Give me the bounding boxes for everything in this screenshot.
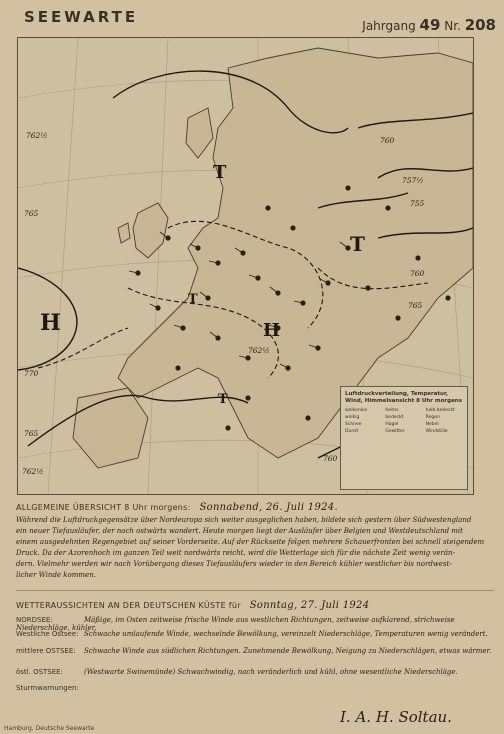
high-pressure-label: H [40, 310, 61, 336]
low-pressure-label: T [213, 162, 227, 183]
weather-map [17, 37, 474, 495]
signature: I. A. H. Soltau. [340, 708, 452, 726]
forecast-region-label: mittlere OSTSEE: [16, 647, 76, 655]
legend-item: Windstille [425, 429, 448, 434]
publisher-footer: Hamburg, Deutsche Seewarte [4, 725, 95, 732]
forecast-region-text: Schwache Winde aus südlichen Richtungen. Zunehmende Bewölkung, Neigung zu Niederschlägen, etwas wärmer. [84, 647, 492, 655]
legend-item: Hagel [385, 422, 399, 427]
legend-item: Gewitter [385, 429, 405, 434]
isobar-label: 765 [408, 301, 423, 310]
section-divider [16, 590, 494, 591]
forecast-region-text: (Westwarte Swinemünde) Schwachwindig, nach veränderlich und kühl, ohne wesentliche Niederschläge. [84, 668, 458, 676]
isobar-label: 757½ [402, 176, 424, 185]
high-pressure-label: H [263, 320, 281, 341]
low-pressure-label: T [188, 292, 198, 307]
legend-item: wolkig [345, 415, 360, 420]
nr-label: Nr. [444, 19, 461, 33]
overview-line: ein neuer Tiefausläufer, der nach ostwärts wandert. Heute morgen liegt der Ausläufer über Belgien und Westdeutschland mit [16, 527, 463, 535]
overview-heading [16, 502, 338, 513]
overview-line: dern. Vielmehr werden wir nach Vorübergang dieses Tiefausläufers wieder in den Bereich kühler westlicher bis nordwest- [16, 560, 452, 568]
legend-item: wolkenlos [345, 408, 368, 413]
forecast-region-text: Mäßige, im Osten zeitweise frische Winde aus westlichen Richtungen, zeitweise aufklarend, strichweise Niederschläge, kühler. [16, 616, 455, 632]
legend-item: Nebel [425, 422, 439, 427]
legend-item: Schnee [345, 422, 362, 427]
nr-value: 208 [464, 16, 496, 34]
legend-item: heiter [385, 408, 399, 413]
legend-item: Dunst [345, 429, 359, 434]
legend-title: Luftdruckverteilung, Temperatur, Wind, Himmelsansicht 8 Uhr morgens [345, 391, 462, 404]
forecast-region-label: östl. OSTSEE: [16, 668, 63, 676]
overview-line: einem ausgedehnten Regengebiet auf seiner Vorderseite. Auf der Rückseite folgen mehrere Schauerfronten bei schnell steigendem [16, 538, 485, 546]
overview-line: Druck. Da der Azorenhoch im ganzen Teil weit nordwärts reicht, wird die Wetterlage sich für die nächste Zeit wenig verän- [16, 549, 455, 557]
forecast-row-mittlere-ostsee [16, 647, 494, 655]
forecast-region-text: Schwache umlaufende Winde, wechselnde Bewölkung, vereinzelt Niederschläge, Temperaturen wenig verändert. [84, 630, 488, 638]
isobar-label: 770 [24, 369, 39, 378]
isobar-label: 762½ [248, 346, 270, 355]
forecast-heading [16, 600, 369, 611]
legend-items [345, 408, 463, 434]
isobar-label: 765 [24, 209, 39, 218]
isobar-label: 760 [380, 136, 395, 145]
legend-item: Regen [425, 415, 440, 420]
overview-date: Sonnabend, 26. Juli 1924. [199, 502, 338, 513]
overview-label: ALLGEMEINE ÜBERSICHT 8 Uhr morgens: [16, 503, 191, 512]
forecast-label: WETTERAUSSICHTEN AN DER DEUTSCHEN KÜSTE für [16, 601, 241, 610]
forecast-row-westliche-ostsee [16, 630, 494, 638]
publication-title: SEEWARTE [24, 8, 139, 26]
legend-item: bedeckt [385, 415, 404, 420]
low-pressure-label: T [218, 392, 228, 407]
forecast-region-label: NORDSEE: [16, 616, 53, 624]
forecast-date: Sonntag, 27. Juli 1924 [249, 600, 370, 611]
issue-number [362, 16, 496, 34]
forecast-region-label: Westliche Ostsee: [16, 630, 79, 638]
jahrgang-label: Jahrgang [362, 19, 416, 33]
isobar-label: 762½ [22, 467, 44, 476]
overview-line: licher Winde kommen. [16, 571, 96, 579]
map-legend [340, 386, 468, 490]
jahrgang-value: 49 [419, 16, 441, 34]
overview-line: Während die Luftdruckgegensätze über Nordeuropa sich weiter ausgeglichen haben, bildete sich gestern über Südwestengland [16, 516, 472, 524]
isobar-label: 765 [24, 429, 39, 438]
forecast-row-oestl-ostsee [16, 668, 494, 676]
isobar-label: 762½ [26, 131, 48, 140]
forecast-row-sturmwarnungen [16, 684, 494, 692]
forecast-region-label: Sturmwarnungen: [16, 684, 79, 692]
isobar-label: 755 [410, 199, 425, 208]
legend-item: halb bedeckt [425, 408, 455, 413]
isobar-label: 760 [410, 269, 425, 278]
isobar-label: 760 [323, 454, 338, 463]
low-pressure-label: T [350, 232, 365, 256]
